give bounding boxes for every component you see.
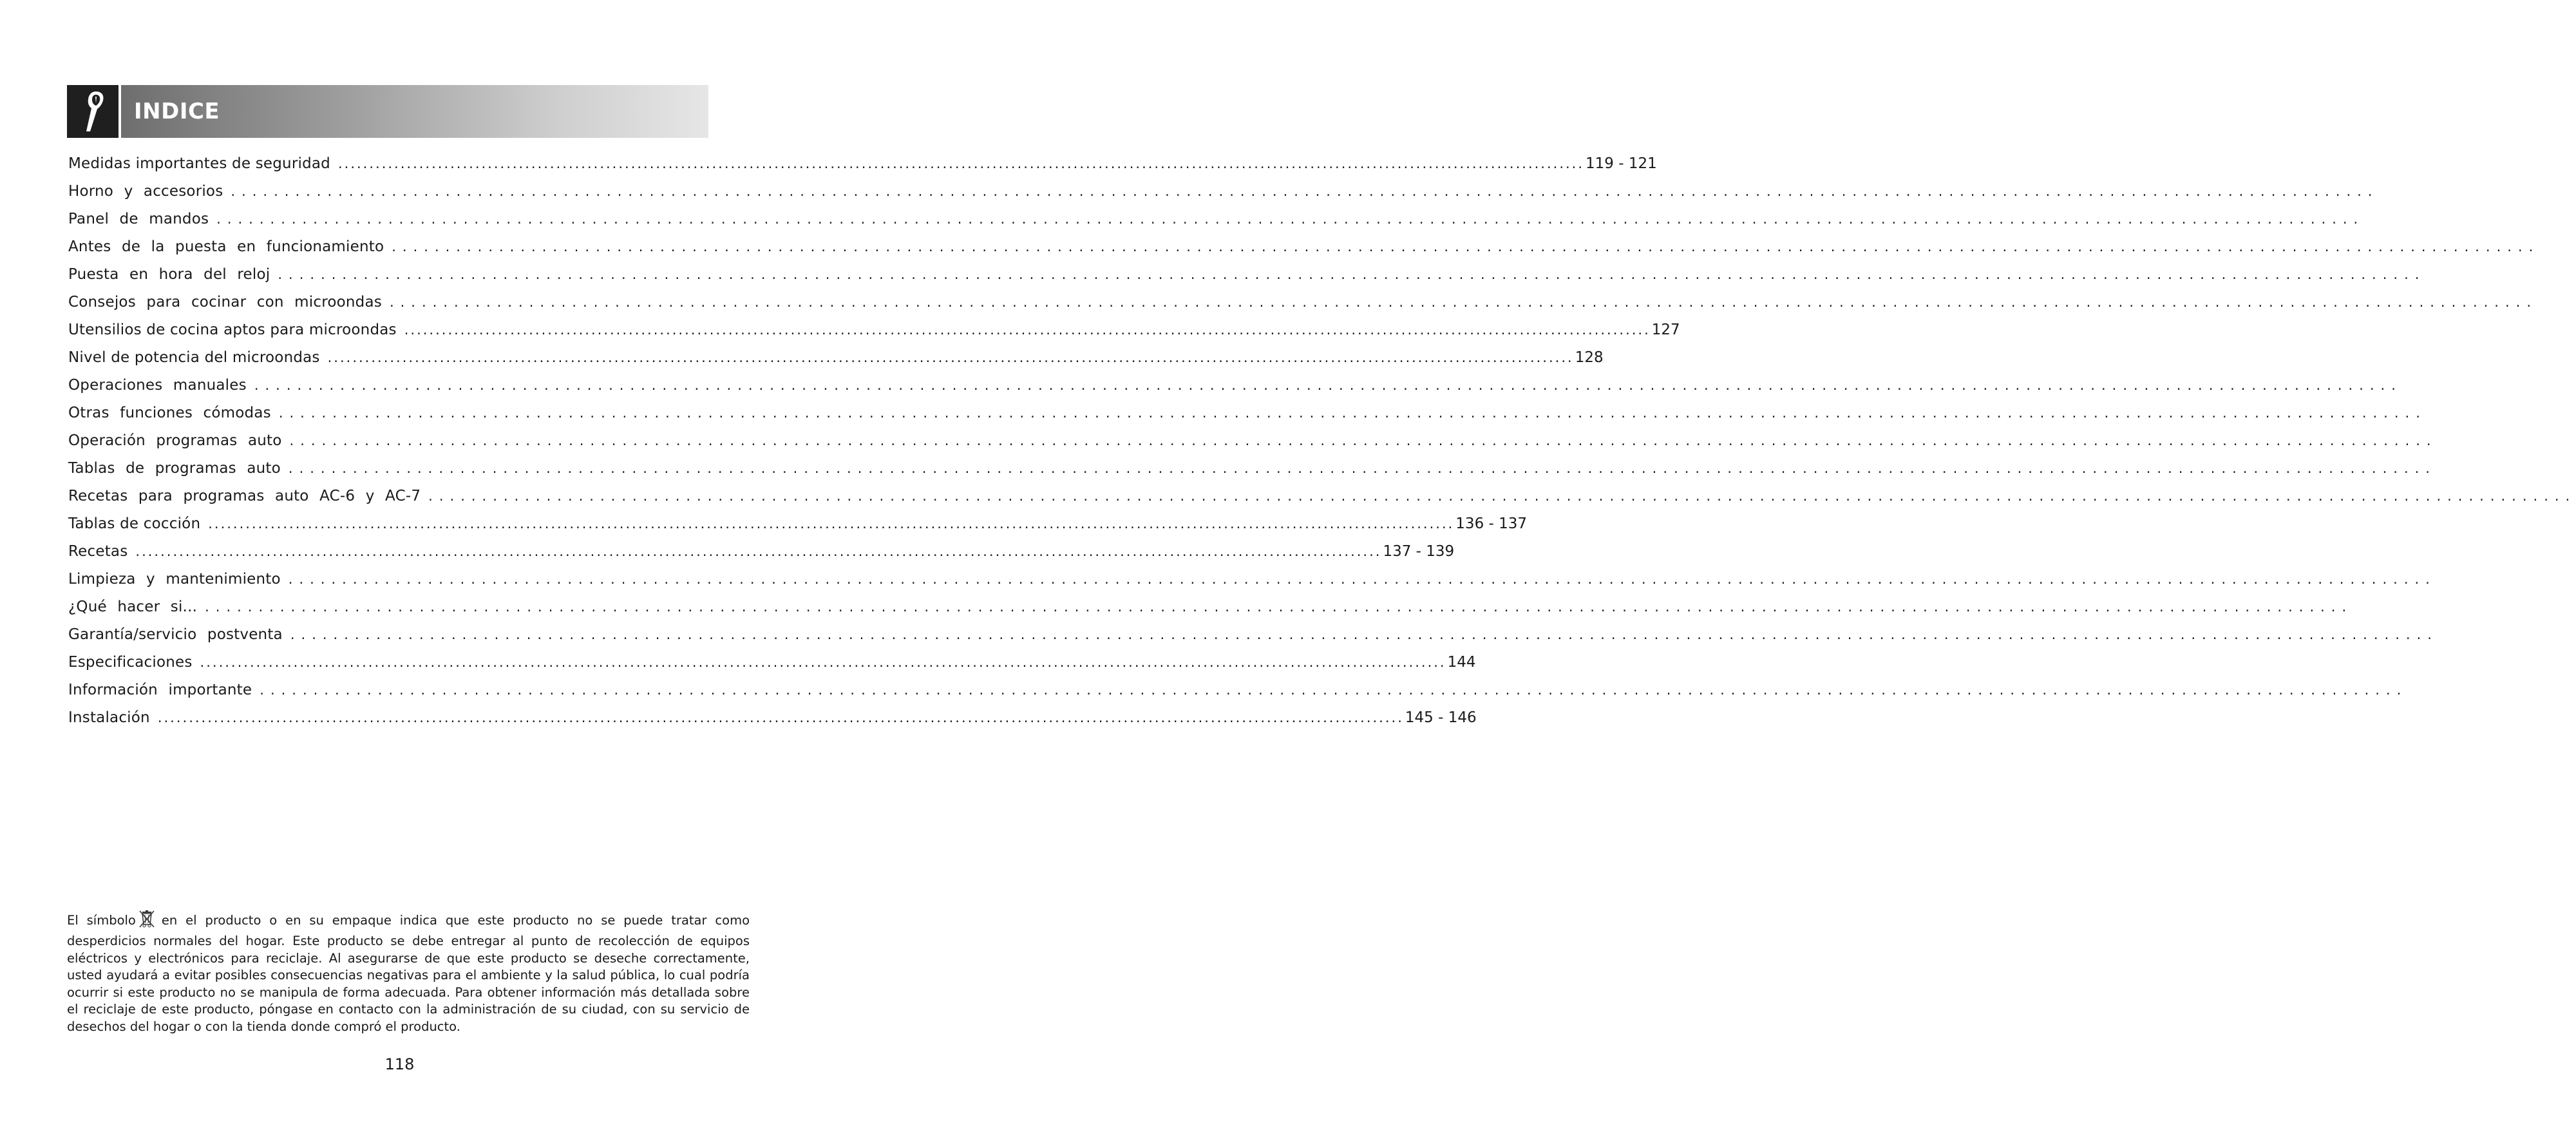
- toc-item-page: 119 - 121: [1586, 155, 1657, 172]
- pencil-icon: [67, 85, 118, 138]
- toc-leader: ........................................................................................................................................................................................................: [337, 155, 1585, 171]
- toc-item-page: 144: [1447, 653, 1476, 671]
- toc-leader: ........................................................................................................................................................................................................: [327, 349, 1574, 365]
- toc-item-title: Especificaciones: [68, 653, 193, 671]
- toc-leader: ........................................................................................................................................................................................................: [392, 238, 2540, 254]
- toc-leader: ........................................................................................................................................................................................................: [428, 488, 2576, 504]
- notice-text-start: El símbolo: [67, 912, 136, 928]
- toc-item-title: Antes de la puesta en funcionamiento: [68, 238, 384, 255]
- toc-leader: ........................................................................................................................................................................................................: [200, 654, 1446, 670]
- toc-item-page: 136 - 137: [1455, 515, 1528, 532]
- toc-item[interactable]: [68, 260, 2426, 288]
- toc-item[interactable]: [68, 510, 1528, 537]
- toc-item-page: 145 - 146: [1405, 709, 1477, 726]
- toc-item-title: Puesta en hora del reloj: [68, 265, 270, 283]
- toc-item-title: Horno y accesorios: [68, 182, 223, 200]
- toc-item[interactable]: [68, 316, 1680, 343]
- toc-leader: ........................................................................................................................................................................................................: [254, 377, 2402, 393]
- recycling-notice: [67, 909, 750, 1036]
- toc-item[interactable]: [68, 399, 2427, 426]
- toc-item-title: Medidas importantes de seguridad: [68, 155, 330, 172]
- page-title: INDICE: [134, 99, 220, 124]
- toc-leader: ........................................................................................................................................................................................................: [278, 405, 2427, 421]
- toc-item[interactable]: [68, 371, 2402, 399]
- notice-text: en el producto o en su empaque indica que este producto no se puede tratar como desperdicios normales del hogar. Este producto se debe entregar al punto de recolección de equipos eléctricos y electrónicos para reciclaje. Al asegurarse de que este producto se deseche correctamente, usted ayudará a evitar posibles consecuencias negativas para el ambiente y la salud pública, lo cual podría ocurrir si este producto no se manipula de forma adecuada. Para obtener información más detallada sobre el reciclaje de este producto, póngase en contacto con la administración de su ciudad, con su servicio de desechos del hogar o con la tienda donde compró el producto.: [67, 912, 750, 1034]
- section-header: [67, 85, 708, 138]
- toc-item[interactable]: [68, 676, 2408, 704]
- toc-item-title: Limpieza y mantenimiento: [68, 570, 281, 588]
- toc-item-page: 128: [1575, 349, 1604, 366]
- toc-leader: ........................................................................................................................................................................................................: [288, 460, 2436, 476]
- toc-item-page: 137 - 139: [1383, 542, 1455, 560]
- toc-item-page: 127: [1651, 321, 1680, 338]
- toc-item-title: Utensilios de cocina aptos para microondas: [68, 321, 397, 338]
- toc-item[interactable]: [68, 648, 1476, 676]
- toc-leader: ........................................................................................................................................................................................................: [157, 709, 1404, 725]
- toc-item-title: Operaciones manuales: [68, 376, 247, 394]
- toc-item[interactable]: [68, 620, 2438, 648]
- toc-leader: ........................................................................................................................................................................................................: [231, 183, 2379, 199]
- toc-leader: ........................................................................................................................................................................................................: [289, 432, 2438, 448]
- toc-item-title: Otras funciones cómodas: [68, 404, 271, 421]
- toc-item[interactable]: [68, 593, 2353, 620]
- toc-item[interactable]: [68, 288, 2538, 316]
- toc-item-title: Nivel de potencia del microondas: [68, 349, 320, 366]
- toc-item-title: Panel de mandos: [68, 210, 209, 227]
- toc-item-title: Tablas de cocción: [68, 515, 201, 532]
- toc-item[interactable]: [68, 177, 2379, 205]
- toc-item-title: Operación programas auto: [68, 432, 282, 449]
- toc-leader: ........................................................................................................................................................................................................: [205, 599, 2353, 615]
- toc-leader: ........................................................................................................................................................................................................: [288, 571, 2436, 587]
- toc-leader: ........................................................................................................................................................................................................: [208, 515, 1455, 531]
- crossed-bin-icon: [138, 909, 155, 934]
- toc-item-title: Tablas de programas auto: [68, 459, 281, 477]
- toc-item-title: Recetas: [68, 542, 128, 560]
- table-of-contents: [68, 149, 2576, 731]
- toc-item[interactable]: [68, 454, 2436, 482]
- toc-item[interactable]: [68, 426, 2438, 454]
- toc-item[interactable]: [68, 704, 1477, 731]
- toc-leader: ........................................................................................................................................................................................................: [278, 266, 2426, 282]
- toc-item-title: Recetas para programas auto AC-6 y AC-7: [68, 487, 421, 504]
- toc-leader: ........................................................................................................................................................................................................: [389, 294, 2538, 310]
- toc-item-title: Garantía/servicio postventa: [68, 626, 283, 643]
- toc-item[interactable]: [68, 205, 2365, 233]
- toc-item[interactable]: [68, 482, 2576, 510]
- toc-item[interactable]: [68, 537, 1455, 565]
- toc-item-title: ¿Qué hacer si...: [68, 598, 198, 615]
- toc-item[interactable]: [68, 233, 2540, 260]
- header-bar: [121, 85, 708, 138]
- toc-item[interactable]: [68, 343, 1604, 371]
- page-number: 118: [384, 1055, 415, 1073]
- toc-leader: ........................................................................................................................................................................................................: [404, 321, 1651, 338]
- toc-leader: ........................................................................................................................................................................................................: [260, 682, 2408, 698]
- toc-item-title: Información importante: [68, 681, 252, 698]
- toc-item-title: Instalación: [68, 709, 150, 726]
- toc-leader: ........................................................................................................................................................................................................: [216, 211, 2365, 227]
- toc-item[interactable]: [68, 565, 2436, 593]
- toc-item[interactable]: [68, 149, 1657, 177]
- toc-leader: ........................................................................................................................................................................................................: [135, 543, 1382, 559]
- toc-item-title: Consejos para cocinar con microondas: [68, 293, 382, 311]
- toc-leader: ........................................................................................................................................................................................................: [290, 626, 2438, 642]
